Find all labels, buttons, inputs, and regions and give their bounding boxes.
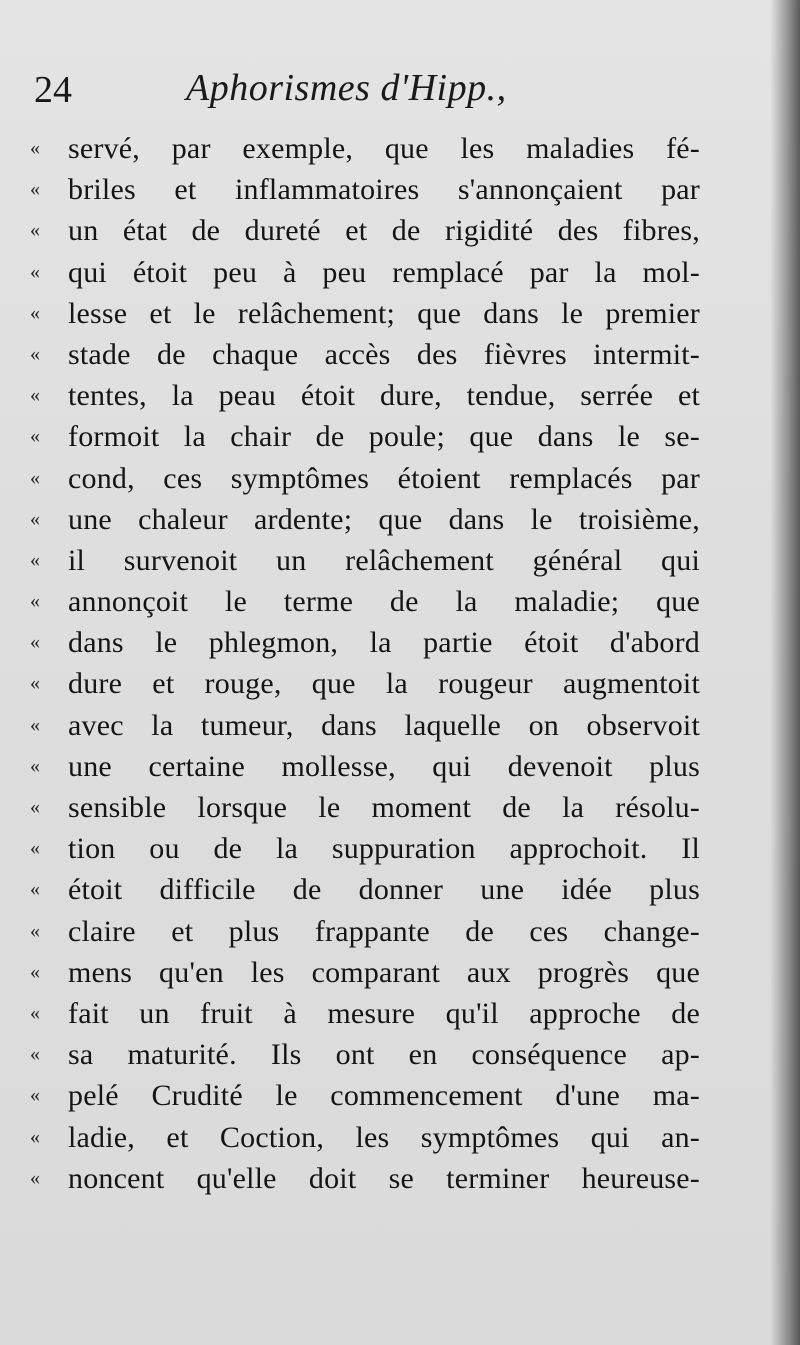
quote-mark: « [30, 1043, 40, 1066]
text-line [30, 622, 700, 663]
line-text: dure et rouge, que la rougeur augmentoit [68, 667, 700, 701]
text-line [30, 210, 700, 251]
text-line [30, 705, 700, 746]
line-text: étoit difficile de donner une idée plus [68, 873, 700, 907]
quote-mark: « [30, 960, 40, 983]
quote-mark: « [30, 1166, 40, 1189]
quote-mark: « [30, 631, 40, 654]
quote-mark: « [30, 713, 40, 736]
text-line [30, 952, 700, 993]
quote-mark: « [30, 878, 40, 901]
quote-mark: « [30, 425, 40, 448]
text-line [30, 1158, 700, 1199]
line-text: stade de chaque accès des fièvres intermit- [68, 337, 700, 371]
line-text: qui étoit peu à peu remplacé par la mol- [68, 255, 700, 289]
quote-mark: « [30, 1001, 40, 1024]
text-line [30, 416, 700, 457]
text-line [30, 911, 700, 952]
text-line [30, 334, 700, 375]
quote-mark: « [30, 919, 40, 942]
line-text: briles et inflammatoires s'annonçaient par [68, 173, 700, 207]
quote-mark: « [30, 219, 40, 242]
quote-mark: « [30, 672, 40, 695]
line-text: avec la tumeur, dans laquelle on observoit [68, 708, 700, 742]
quote-mark: « [30, 754, 40, 777]
line-text: lesse et le relâchement; que dans le premier [68, 296, 700, 330]
text-line [30, 540, 700, 581]
line-text: il survenoit un relâchement général qui [68, 543, 700, 577]
body-text [30, 128, 700, 1199]
quote-mark: « [30, 178, 40, 201]
text-line [30, 828, 700, 869]
text-line [30, 787, 700, 828]
line-text: servé, par exemple, que les maladies fé- [68, 132, 700, 165]
quote-mark: « [30, 137, 40, 159]
line-text: sensible lorsque le moment de la résolu- [68, 791, 700, 824]
line-text: mens qu'en les comparant aux progrès que [68, 955, 700, 989]
quote-mark: « [30, 1084, 40, 1107]
line-text: cond, ces symptômes étoient remplacés par [68, 461, 700, 495]
line-text: une certaine mollesse, qui devenoit plus [68, 749, 700, 783]
line-text: claire et plus frappante de ces change- [68, 914, 700, 948]
quote-mark: « [30, 466, 40, 489]
text-line [30, 1075, 700, 1116]
line-text: noncent qu'elle doit se terminer heureuse- [68, 1161, 700, 1195]
text-line [30, 581, 700, 622]
text-line [30, 993, 700, 1034]
line-text: formoit la chair de poule; que dans le se- [68, 420, 700, 454]
running-title: Aphorismes d'Hipp., [186, 67, 507, 109]
text-line [30, 293, 700, 334]
quote-mark: « [30, 590, 40, 613]
text-line [30, 663, 700, 704]
line-text: dans le phlegmon, la partie étoit d'abord [68, 626, 700, 660]
text-line [30, 1034, 700, 1075]
text-line [30, 869, 700, 910]
text-line [30, 252, 700, 293]
text-line [30, 458, 700, 499]
quote-mark: « [30, 1125, 40, 1148]
page-header [34, 62, 754, 122]
line-text: pelé Crudité le commencement d'une ma- [68, 1079, 700, 1113]
quote-mark: « [30, 507, 40, 530]
quote-mark: « [30, 342, 40, 365]
quote-mark: « [30, 301, 40, 324]
line-text: une chaleur ardente; que dans le troisième, [68, 502, 700, 536]
line-text: tion ou de la suppuration approchoit. Il [68, 832, 700, 866]
quote-mark: « [30, 260, 40, 283]
text-line [30, 499, 700, 540]
line-text: sa maturité. Ils ont en conséquence ap- [68, 1038, 700, 1072]
text-line [30, 375, 700, 416]
page-number: 24 [34, 69, 72, 111]
line-text: annonçoit le terme de la maladie; que [68, 585, 700, 619]
line-text: tentes, la peau étoit dure, tendue, serrée et [68, 379, 700, 413]
line-text: un état de dureté et de rigidité des fibres, [68, 214, 700, 248]
page-gutter-shadow [770, 0, 800, 1345]
text-line [30, 1117, 700, 1158]
quote-mark: « [30, 796, 40, 818]
text-line [30, 169, 700, 210]
quote-mark: « [30, 384, 40, 407]
quote-mark: « [30, 837, 40, 860]
line-text: ladie, et Coction, les symptômes qui an- [68, 1120, 700, 1154]
text-line [30, 128, 700, 169]
text-line [30, 746, 700, 787]
quote-mark: « [30, 548, 40, 571]
line-text: fait un fruit à mesure qu'il approche de [68, 996, 700, 1030]
